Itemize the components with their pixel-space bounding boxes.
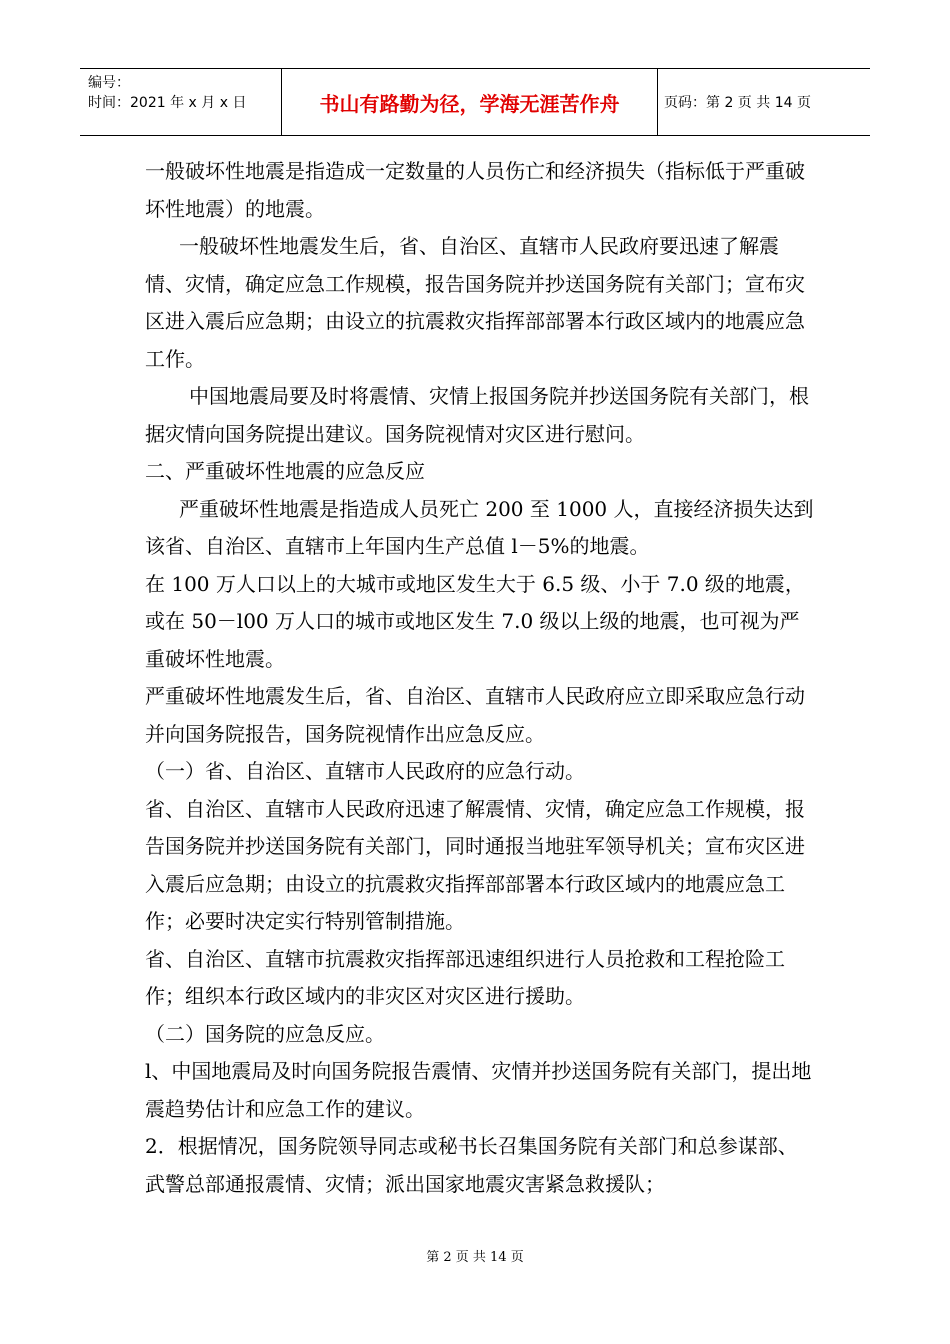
subsection-heading: （二）国务院的应急反应。	[145, 1021, 385, 1046]
header-motto: 书山有路勤为径，学海无涯苦作舟	[319, 91, 620, 116]
header-page-cell	[658, 69, 870, 135]
paragraph: 严重破坏性地震发生后，省、自治区、直辖市人民政府应立即采取应急行动并向国务院报告，国务院视情作出应急反应。	[145, 684, 805, 746]
document-body	[145, 153, 815, 1203]
document-time-label: 时间：2021 年 x 月 x 日	[88, 95, 247, 111]
paragraph: 省、自治区、直辖市人民政府迅速了解震情、灾情，确定应急工作规模，报告国务院并抄送国务院有关部门，同时通报当地驻军领导机关；宣布灾区进入震后应急期；由设立的抗震救灾指挥部部署本行政区域内的地震应急工作；必要时决定实行特别管制措施。	[145, 796, 805, 933]
header-page-info: 页码：第 2 页 共 14 页	[664, 95, 811, 111]
page-header-table	[80, 68, 870, 136]
document-number-label: 编号：	[88, 75, 130, 91]
subsection-heading: （一）省、自治区、直辖市人民政府的应急行动。	[145, 759, 585, 783]
list-item: l、中国地震局及时向国务院报告震情、灾情并抄送国务院有关部门，提出地震趋势估计和应急工作的建议。	[145, 1059, 812, 1121]
paragraph: 一般破坏性地震是指造成一定数量的人员伤亡和经济损失（指标低于严重破坏性地震）的地震。	[145, 159, 805, 221]
paragraph: 一般破坏性地震发生后，省、自治区、直辖市人民政府要迅速了解震情、灾情，确定应急工作规模，报告国务院并抄送国务院有关部门；宣布灾区进入震后应急期；由设立的抗震救灾指挥部部署本行政区域内的地震应急工作。	[145, 234, 805, 371]
section-heading: 二、严重破坏性地震的应急反应	[145, 459, 425, 483]
paragraph: 在 100 万人口以上的大城市或地区发生大于 6.5 级、小于 7.0 级的地震，或在 50－l00 万人口的城市或地区发生 7.0 级以上级的地震，也可视为严重破坏性地震。	[145, 571, 805, 671]
header-meta-cell	[80, 69, 282, 135]
list-item: 2．根据情况，国务院领导同志或秘书长召集国务院有关部门和总参谋部、武警总部通报震情、灾情；派出国家地震灾害紧急救援队；	[145, 1134, 798, 1196]
header-motto-cell	[282, 69, 658, 135]
paragraph: 省、自治区、直辖市抗震救灾指挥部迅速组织进行人员抢救和工程抢险工作；组织本行政区域内的非灾区对灾区进行援助。	[145, 946, 785, 1008]
paragraph: 中国地震局要及时将震情、灾情上报国务院并抄送国务院有关部门，根据灾情向国务院提出建议。国务院视情对灾区进行慰问。	[145, 384, 809, 446]
page-footer	[0, 1246, 950, 1265]
footer-page-number: 第 2 页 共 14 页	[426, 1250, 524, 1265]
paragraph: 严重破坏性地震是指造成人员死亡 200 至 1000 人，直接经济损失达到该省、自治区、直辖市上年国内生产总值 l－5%的地震。	[145, 496, 814, 558]
